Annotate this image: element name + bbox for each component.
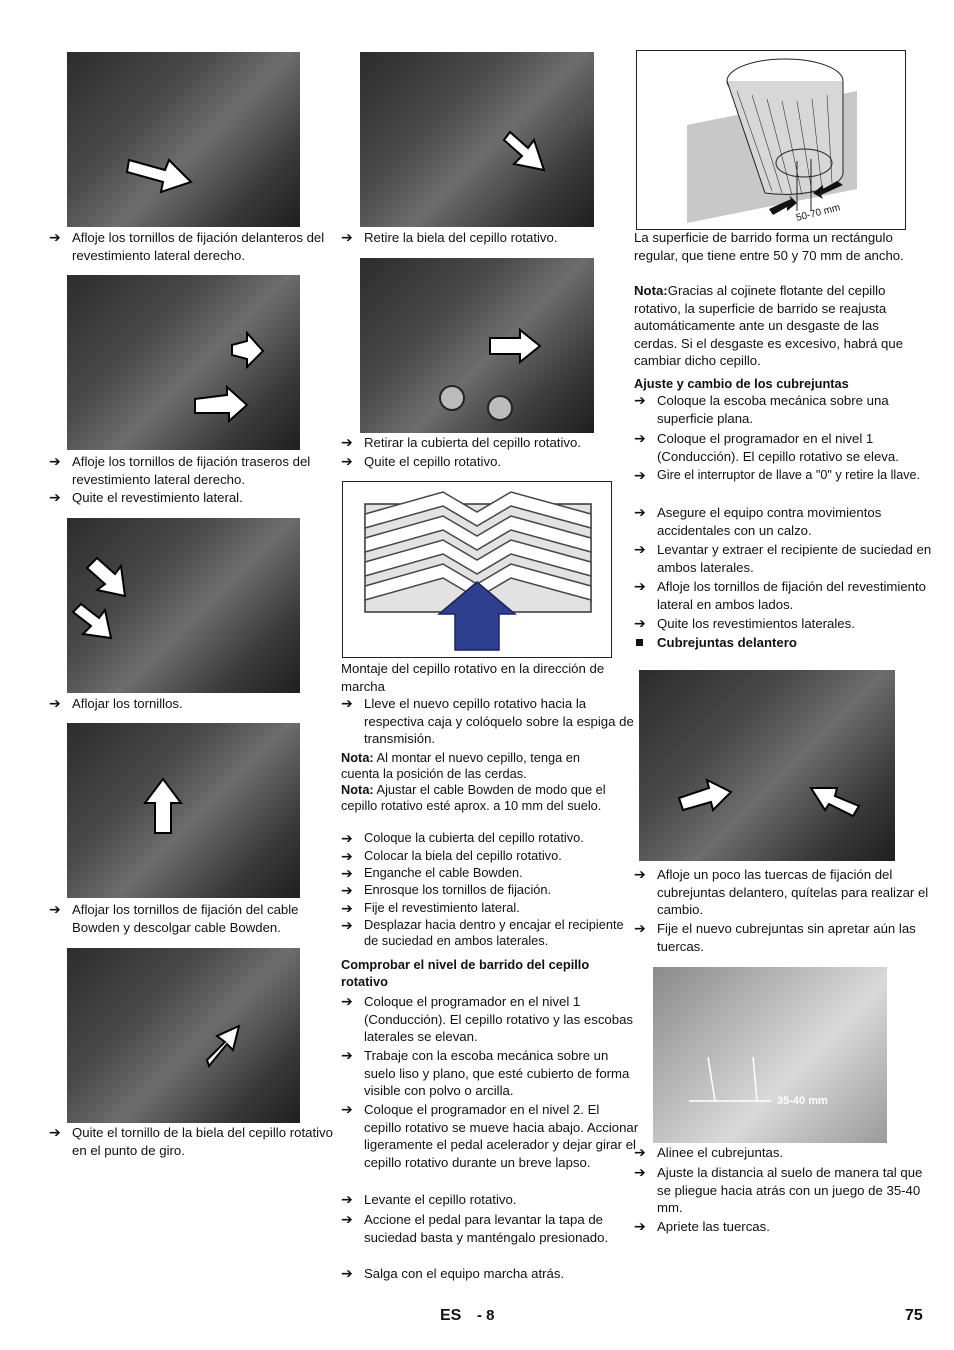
arrow-icon (639, 670, 895, 861)
step-fit-brush-cover: ➔ Coloque la cubierta del cepillo rotativo. (341, 830, 584, 846)
step-loosen-rear-screws: ➔ Afloje los tornillos de fijación traseros del revestimiento lateral derecho. (49, 453, 311, 487)
arrow-bullet-icon: ➔ (634, 1144, 646, 1160)
step-press-pedal: ➔ Accione el pedal para levantar la tapa de suciedad basta y manténgalo presionado. (341, 1211, 609, 1245)
step-reverse: ➔ Salga con el equipo marcha atrás. (341, 1265, 565, 1281)
arrow-icon (67, 275, 300, 450)
step-program-level-2: ➔ Coloque el programador en el nivel 2. El cepillo rotativo se mueve hacia abajo. Accionar ligeramente el pedal acelerador y dejar girar el cepillo rotativo durante un breve lapso. (341, 1101, 639, 1170)
arrow-icon (67, 948, 300, 1123)
step-wheel-chock: ➔ Asegure el equipo contra movimientos accidentales con un calzo. (634, 504, 882, 538)
step-tighten-nuts: ➔ Apriete las tuercas. (634, 1218, 770, 1234)
arrow-bullet-icon: ➔ (341, 865, 353, 881)
arrow-bullet-icon: ➔ (634, 1164, 646, 1180)
step-work-smooth-floor: ➔ Trabaje con la escoba mecánica sobre un suelo liso y plano, que esté cubierto de forma visible con polvo o arcilla. (341, 1047, 630, 1098)
step-fix-new-strip: ➔ Fije el nuevo cubrejuntas sin apretar aún las tuercas. (634, 920, 916, 954)
note-floating-bearing: Nota:Gracias al cojinete flotante del cepillo rotativo, la superficie de barrido se reajusta automáticamente ante un desgaste de las cerdas. Si el desgaste es excesivo, habrá que cambiar dicho cepillo. (634, 283, 904, 368)
arrow-icon (360, 52, 594, 227)
step-remove-side-panel: ➔ Quite el revestimiento lateral. (49, 489, 243, 505)
heading-check-sweep-level: Comprobar el nivel de barrido del cepillo rotativo (341, 957, 590, 989)
step-remove-brush: ➔ Quite el cepillo rotativo. (341, 453, 502, 469)
step-tighten-screws: ➔ Enrosque los tornillos de fijación. (341, 882, 552, 898)
photo-front-sealing-strip (639, 670, 895, 861)
arrow-bullet-icon: ➔ (634, 615, 646, 631)
arrow-bullet-icon: ➔ (341, 229, 353, 245)
step-remove-brush-cover: ➔ Retirar la cubierta del cepillo rotativo. (341, 434, 581, 450)
arrow-bullet-icon: ➔ (341, 830, 353, 846)
arrow-bullet-icon: ➔ (634, 541, 646, 557)
arrow-bullet-icon: ➔ (634, 920, 646, 936)
footer-page-number: 75 (905, 1307, 923, 1324)
step-loosen-strip-nuts: ➔ Afloje un poco las tuercas de fijación del cubrejuntas delantero, quítelas para realizar el cambio. (634, 866, 929, 917)
step-bowden-cable: ➔ Aflojar los tornillos de fijación del cable Bowden y descolgar cable Bowden. (49, 901, 299, 935)
arrow-bullet-icon: ➔ (49, 453, 61, 469)
arrow-icon (67, 723, 300, 898)
para-sweep-surface: La superficie de barrido forma un rectángulo regular, que tiene entre 50 y 70 mm de ancho. (634, 230, 904, 263)
brush-cylinder-diagram (637, 51, 905, 229)
diagram-brush-direction (342, 481, 612, 658)
brush-bristles-diagram (343, 482, 611, 657)
photo-remove-brush-cover (360, 258, 594, 433)
arrow-bullet-icon: ➔ (49, 229, 61, 245)
clearance-label: 35-40 mm (777, 1095, 828, 1107)
step-loosen-front-screws: ➔ Afloje los tornillos de fijación delanteros del revestimiento lateral derecho. (49, 229, 325, 263)
arrow-icon (67, 52, 300, 227)
photo-side-panel-rear-screws (67, 275, 300, 450)
step-remove-pivot-screw: ➔ Quite el tornillo de la biela del cepillo rotativo en el punto de giro. (49, 1124, 333, 1158)
arrow-bullet-icon: ➔ (341, 882, 353, 898)
arrow-bullet-icon: ➔ (341, 1101, 353, 1117)
caption-brush-direction: Montaje del cepillo rotativo en la dirección de marcha (341, 661, 605, 694)
step-remove-dirt-container: ➔ Levantar y extraer el recipiente de suciedad en ambos laterales. (634, 541, 932, 575)
step-hook-bowden: ➔ Enganche el cable Bowden. (341, 865, 523, 881)
step-loosen-panel-screws: ➔ Afloje los tornillos de fijación del revestimiento lateral en ambos lados. (634, 578, 927, 612)
step-loosen-screws: ➔ Aflojar los tornillos. (49, 695, 183, 711)
arrow-bullet-icon: ➔ (341, 453, 353, 469)
photo-remove-connecting-rod (360, 52, 594, 227)
arrow-bullet-icon: ➔ (634, 1218, 646, 1234)
step-raise-brush: ➔ Levante el cepillo rotativo. (341, 1191, 517, 1207)
step-remove-connecting-rod: ➔ Retire la biela del cepillo rotativo. (341, 229, 558, 245)
arrow-bullet-icon: ➔ (341, 848, 353, 864)
arrow-icon (67, 518, 300, 693)
arrow-bullet-icon: ➔ (341, 900, 353, 916)
step-insert-dirt-container: ➔ Desplazar hacia dentro y encajar el recipiente de suciedad en ambos laterales. (341, 917, 624, 948)
photo-strip-clearance (653, 967, 887, 1143)
arrow-bullet-icon: ➔ (341, 917, 353, 933)
photo-bowden-cable (67, 723, 300, 898)
arrow-bullet-icon: ➔ (341, 1211, 353, 1227)
note-bowden-adjust: Nota: Ajustar el cable Bowden de modo que el cepillo rotativo esté aprox. a 10 mm del suelo. (341, 782, 606, 813)
step-flat-surface: ➔ Coloque la escoba mecánica sobre una superficie plana. (634, 392, 889, 426)
step-key-switch: ➔ Gire el interruptor de llave a "0" y retire la llave. (634, 467, 921, 483)
photo-loosen-screws (67, 518, 300, 693)
arrow-bullet-icon: ➔ (634, 467, 646, 483)
step-program-level-1: ➔ Coloque el programador en el nivel 1 (Conducción). El cepillo rotativo y las escobas laterales se elevan. (341, 993, 634, 1044)
diagram-sweep-width (636, 50, 906, 230)
photo-side-panel-front-screws (67, 52, 300, 227)
sweep-width-label: 50-70 mm (795, 202, 842, 224)
arrow-bullet-icon: ➔ (634, 504, 646, 520)
heading-sealing-strips: Ajuste y cambio de los cubrejuntas (634, 376, 849, 391)
arrow-bullet-icon: ➔ (634, 866, 646, 882)
footer-section-page: - 8 (477, 1307, 495, 1324)
step-adjust-clearance: ➔ Ajuste la distancia al suelo de manera tal que se pliegue hacia atrás con un juego de 35-40 mm. (634, 1164, 923, 1215)
step-program-level-1-c3: ➔ Coloque el programador en el nivel 1 (Conducción). El cepillo rotativo se eleva. (634, 430, 899, 464)
subheading-front-strip: Cubrejuntas delantero (634, 634, 932, 652)
arrow-bullet-icon: ➔ (341, 993, 353, 1009)
arrow-bullet-icon: ➔ (49, 901, 61, 917)
arrow-bullet-icon: ➔ (49, 695, 61, 711)
arrow-bullet-icon: ➔ (49, 489, 61, 505)
arrow-bullet-icon: ➔ (341, 695, 353, 711)
clearance-measure-diagram (653, 967, 887, 1143)
arrow-icon (360, 258, 594, 433)
arrow-bullet-icon: ➔ (49, 1124, 61, 1140)
step-fit-connecting-rod: ➔ Colocar la biela del cepillo rotativo. (341, 848, 562, 864)
step-align-strip: ➔ Alinee el cubrejuntas. (634, 1144, 784, 1160)
note-bristle-position: Nota: Al montar el nuevo cepillo, tenga en cuenta la posición de las cerdas. (341, 750, 581, 781)
arrow-bullet-icon: ➔ (634, 430, 646, 446)
arrow-bullet-icon: ➔ (341, 1265, 353, 1281)
step-insert-new-brush: ➔ Lleve el nuevo cepillo rotativo hacia la respectiva caja y colóquelo sobre la espiga de transmisión. (341, 695, 634, 746)
photo-pivot-screw (67, 948, 300, 1123)
arrow-bullet-icon: ➔ (341, 434, 353, 450)
arrow-bullet-icon: ➔ (634, 392, 646, 408)
footer-language: ES (440, 1307, 462, 1324)
arrow-bullet-icon: ➔ (341, 1047, 353, 1063)
arrow-bullet-icon: ➔ (634, 578, 646, 594)
step-fix-side-panel: ➔ Fije el revestimiento lateral. (341, 900, 520, 916)
arrow-bullet-icon: ➔ (341, 1191, 353, 1207)
step-remove-side-panels: ➔ Quite los revestimientos laterales. (634, 615, 855, 631)
